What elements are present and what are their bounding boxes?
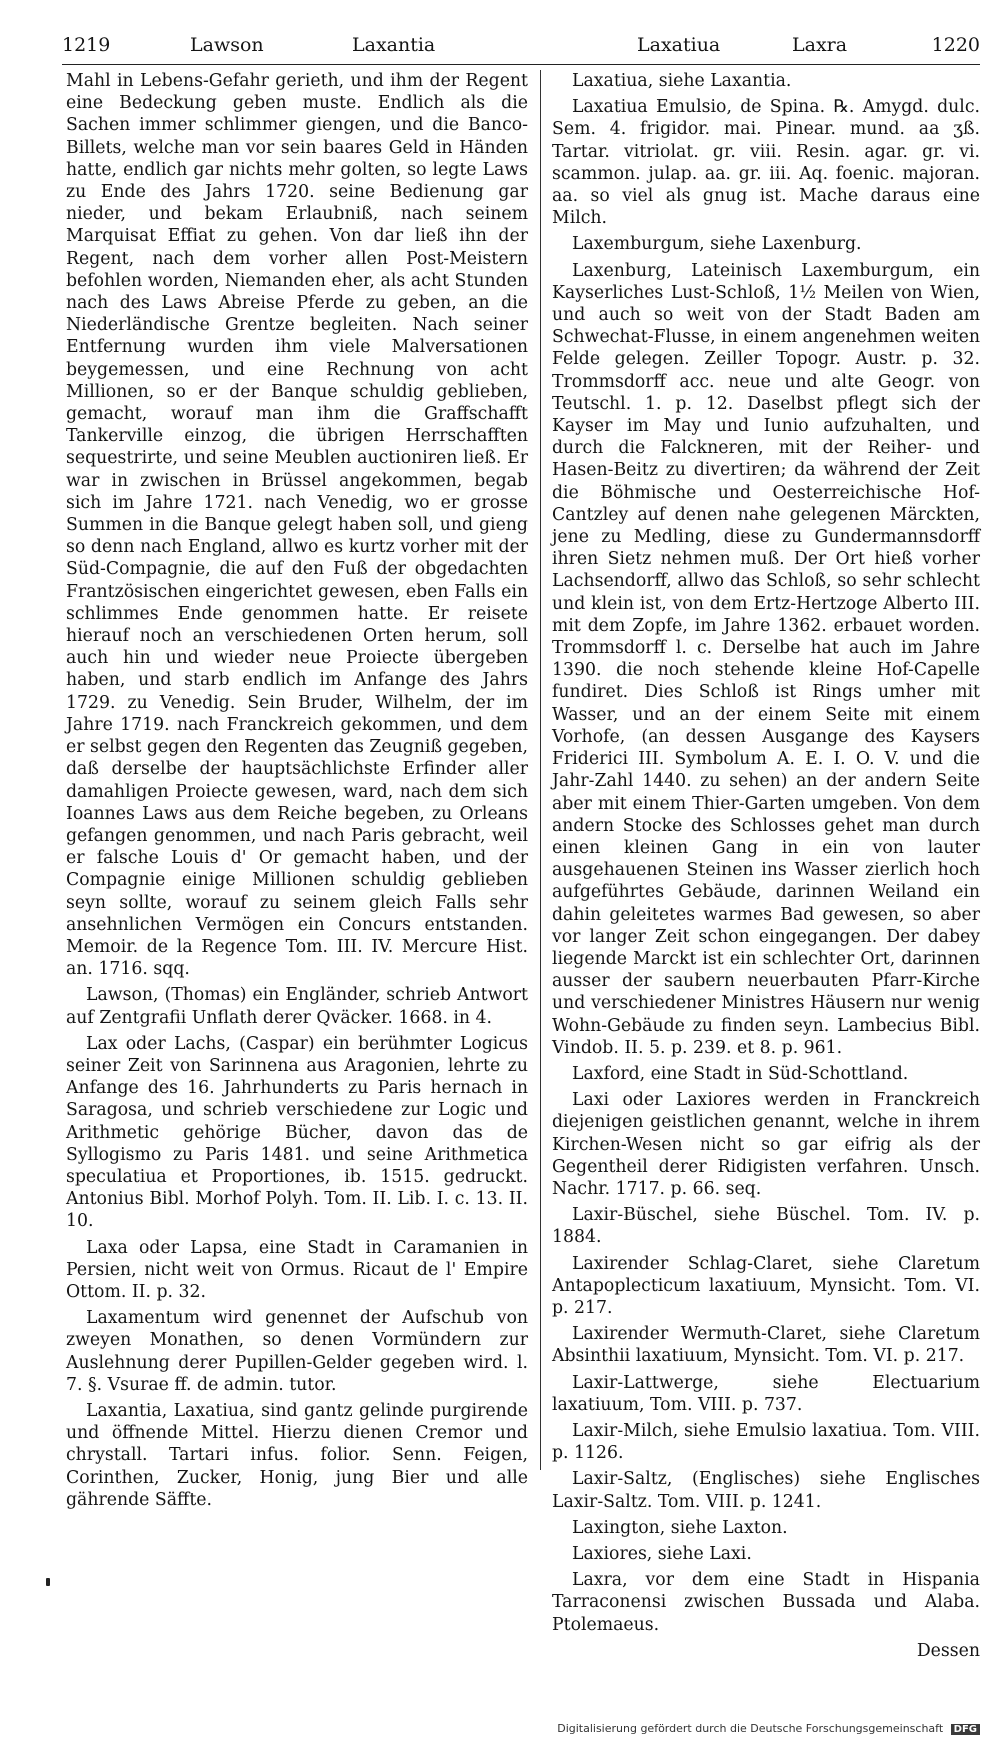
entry-lax: Lax oder Lachs, (Caspar) ein berühmter Logicus seiner Zeit von Sarinnena aus Aragonien, lehrte zu Anfange des 16. Jahrhunderts zu Paris hernach in Saragosa, und schrieb verschiedene zur Logic und Arithmetic gehörige Bücher, davon das de Syllogismo zu Paris 1481. und seine Arithmetica speculatiua et Proportiones, ib. 1515. gedruckt. Antonius Bibl. Morhof Polyh. Tom. II. Lib. I. c. 13. II. 10.	[66, 1033, 528, 1232]
entry-laxir-milch: Laxir-Milch, siehe Emulsio laxatiua. Tom. VIII. p. 1126.	[552, 1420, 980, 1464]
entry-laxiores: Laxiores, siehe Laxi.	[572, 1544, 752, 1564]
entry-laxirender-schlag-claret: Laxirender Schlag-Claret, siehe Claretum Antapoplecticum laxatiuum, Mynsicht. Tom. VI. p. 217.	[552, 1253, 980, 1318]
entry-laxi: Laxi oder Laxiores werden in Franckreich diejenigen geistlichen genannt, welche in ihrem Kirchen-Wesen nicht so gar eifrig als der Gegentheil derer Ridigisten verfahren. Unsch. Nachr. 1717. p. 66. seq.	[552, 1090, 980, 1199]
dfg-logo: DFG	[951, 1724, 980, 1735]
entry-laxatiua: Laxatiua, siehe Laxantia.	[572, 71, 792, 91]
catchword: Dessen	[916, 1640, 980, 1661]
entry-lawson: Lawson, (Thomas) ein Engländer, schrieb Antwort auf Zentgrafii Unflath derer Qväcker. 1668. in 4.	[66, 985, 528, 1028]
column-divider	[540, 70, 541, 1470]
entry-laxington: Laxington, siehe Laxton.	[572, 1517, 788, 1538]
right-catchword-last: Laxra	[792, 34, 848, 56]
entry-laxir-buschel: Laxir-Büschel, siehe Büschel. Tom. IV. p. 1884.	[552, 1205, 980, 1248]
entry-laxa: Laxa oder Lapsa, eine Stadt in Caramanien in Persien, nicht weit von Ormus. Ricaut de l' Empire Ottom. II. p. 32.	[66, 1237, 528, 1302]
entry-continuation-laws: Mahl in Lebens-Gefahr gerieth, und ihm der Regent eine Bedeckung geben muste. Endlich als die Sachen immer schlimmer giengen, und die Banco-Billets, welche man vor sein baares Geld in Händen hatte, endlich gar nichts mehr golten, so legte Laws zu Ende des Jahrs 1720. seine Bedienung gar nieder, und bekam Erlaubniß, nach seinem Marquisat Effiat zu gehen. Von dar ließ ihn der Regent, nach dem vorher allen Post-Meistern befohlen worden, Niemanden eher, als acht Stunden nach des Laws Abreise Pferde zu geben, an die Niederländische Grentze begleiten. Nach seiner Entfernung wurden ihm viele Malversationen beygemessen, und eine Rechnung von acht Millionen, so er der Banque schuldig geblieben, gemacht, worauf man ihm die Graffschafft Tankerville einzog, die übrigen Herrschafften sequestrirte, und seine Meublen auctioniren ließ. Er war in zwischen in Brüssel angekommen, begab sich im Jahre 1721. nach Venedig, wo er grosse Summen in die Banque gelegt haben soll, und gieng so denn nach England, allwo es kurtz vorher mit der Süd-Compagnie, die auf den Fuß der obgedachten Frantzösischen eingerichtet gewesen, eben Falls ein schlimmes Ende genommen hatte. Er reisete hierauf noch an verschiedenen Orten herum, soll auch hin und wieder neue Proiecte übergeben haben, und starb endlich im Anfange des Jahrs 1729. zu Venedig. Sein Bruder, Wilhelm, der im Jahre 1719. nach Franckreich gekommen, und dem er selbst gegen den Regenten das Zeugniß gegeben, daß derselbe der hauptsächlichste Erfinder aller damahligen Proiecte gewesen, ward, nach dem sich Ioannes Laws aus dem Reiche begeben, zu Orleans gefangen genommen, und nach Paris gebracht, weil er falsche Louis d' Or gemacht haben, und der Compagnie einige Millionen schuldig geblieben seyn sollte, worauf zu seinem gleich Falls sehr ansehnlichen Vermögen ein Concurs entstanden. Memoir. de la Regence Tom. III. IV. Mercure Hist. an. 1716. sqq.	[66, 71, 528, 980]
right-page-number: 1220	[931, 34, 980, 56]
right-column	[552, 70, 980, 1662]
entry-laxantia: Laxantia, Laxatiua, sind gantz gelinde purgirende und öffnende Mittel. Hierzu dienen Cremor und chrystall. Tartari infus. folior. Senn. Feigen, Corinthen, Zucker, Honig, jung Bier und alle gährende Säffte.	[66, 1400, 528, 1510]
entry-laxemburgum: Laxemburgum, siehe Laxenburg.	[572, 234, 862, 255]
entry-laxir-lattwerge: Laxir-Lattwerge, siehe Electuarium laxatiuum, Tom. VIII. p. 737.	[552, 1372, 980, 1415]
digitization-footer	[557, 1722, 980, 1735]
entry-laxra: Laxra, vor dem eine Stadt in Hispania Tarraconensi zwischen Bussada und Alaba. Ptolemaeus.	[552, 1570, 980, 1635]
header-rule	[62, 64, 980, 65]
entry-laxirender-wermuth-claret: Laxirender Wermuth-Claret, siehe Claretum Absinthii laxatiuum, Mynsicht. Tom. VI. p. 217.	[552, 1324, 980, 1367]
left-page-number: 1219	[62, 34, 111, 56]
left-column	[66, 70, 528, 1511]
ink-mark	[46, 1578, 50, 1586]
entry-laxir-saltz: Laxir-Saltz, (Englisches) siehe Englisches Laxir-Saltz. Tom. VIII. p. 1241.	[552, 1469, 980, 1512]
entry-laxford: Laxford, eine Stadt in Süd-Schottland.	[572, 1063, 909, 1084]
entry-laxamentum: Laxamentum wird genennet der Aufschub von zweyen Monathen, so denen Vormündern zur Auslehnung derer Pupillen-Gelder gegeben wird. l. 7. §. Vsurae ff. de admin. tutor.	[66, 1308, 528, 1395]
right-catchword-first: Laxatiua	[637, 34, 721, 56]
footer-text: Digitalisierung gefördert durch die Deutsche Forschungsgemeinschaft	[557, 1722, 944, 1735]
entry-laxatiua-emulsio: Laxatiua Emulsio, de Spina. ℞. Amygd. dulc. Sem. 4. frigidor. mai. Pinear. mund. aa ʒß. Tartar. vitriolat. gr. viii. Resin. agar. gr. vi. scammon. julap. aa. gr. iii. Aq. foenic. majoran. aa. so viel als gnug ist. Mache daraus eine Milch.	[552, 97, 980, 229]
running-header	[62, 34, 980, 64]
left-catchword-last: Laxantia	[352, 34, 436, 56]
left-catchword-first: Lawson	[190, 34, 264, 56]
entry-laxenburg: Laxenburg, Lateinisch Laxemburgum, ein Kayserliches Lust-Schloß, 1½ Meilen von Wien, und auch so weit von der Stadt Baden am Schwechat-Flusse, in einem angenehmen weiten Felde gelegen. Zeiller Topogr. Austr. p. 32. Trommsdorff acc. neue und alte Geogr. von Teutschl. 1. p. 12. Daselbst pflegt sich der Kayser im May und Iunio aufzuhalten, und durch die Falckneren, mit der Reiher- und Hasen-Beitz zu divertiren; da während der Zeit die Böhmische und Oesterreichische Hof-Cantzley auf denen nahe gelegenen Märckten, jene zu Medling, diese zu Gundermannsdorff ihren Sietz nehmen muß. Der Ort hieß vorher Lachsendorff, allwo das Schloß, so sehr schlecht und klein ist, von dem Ertz-Hertzoge Alberto III. mit dem Zopfe, im Jahre 1362. erbauet worden. Trommsdorff l. c. Derselbe hat auch im Jahre 1390. die noch stehende kleine Hof-Capelle fundiret. Dies Schloß ist Rings umher mit Wasser, und an der einem Seite mit einem Vorhofe, (an dessen Ausgange des Kaysers Friderici III. Symbolum A. E. I. O. V. und die Jahr-Zahl 1440. zu sehen) an der andern Seite aber mit einem Thier-Garten umgeben. Von dem andern Stocke des Schlosses gehet man durch einen kleinen Gang in ein von lauter ausgehauenen Steinen ins Wasser zierlich hoch aufgeführtes Gebäude, darinnen Weiland ein dahin geleitetes warmes Bad gewesen, so aber vor langer Zeit schon eingegangen. Der dabey liegende Marckt ist ein schlechter Ort, darinnen ausser der saubern neuerbauten Pfarr-Kirche und verschiedener Ministres Häusern nur wenig Wohn-Gebäude zu finden seyn. Lambecius Bibl. Vindob. II. 5. p. 239. et 8. p. 961.	[552, 260, 980, 1058]
